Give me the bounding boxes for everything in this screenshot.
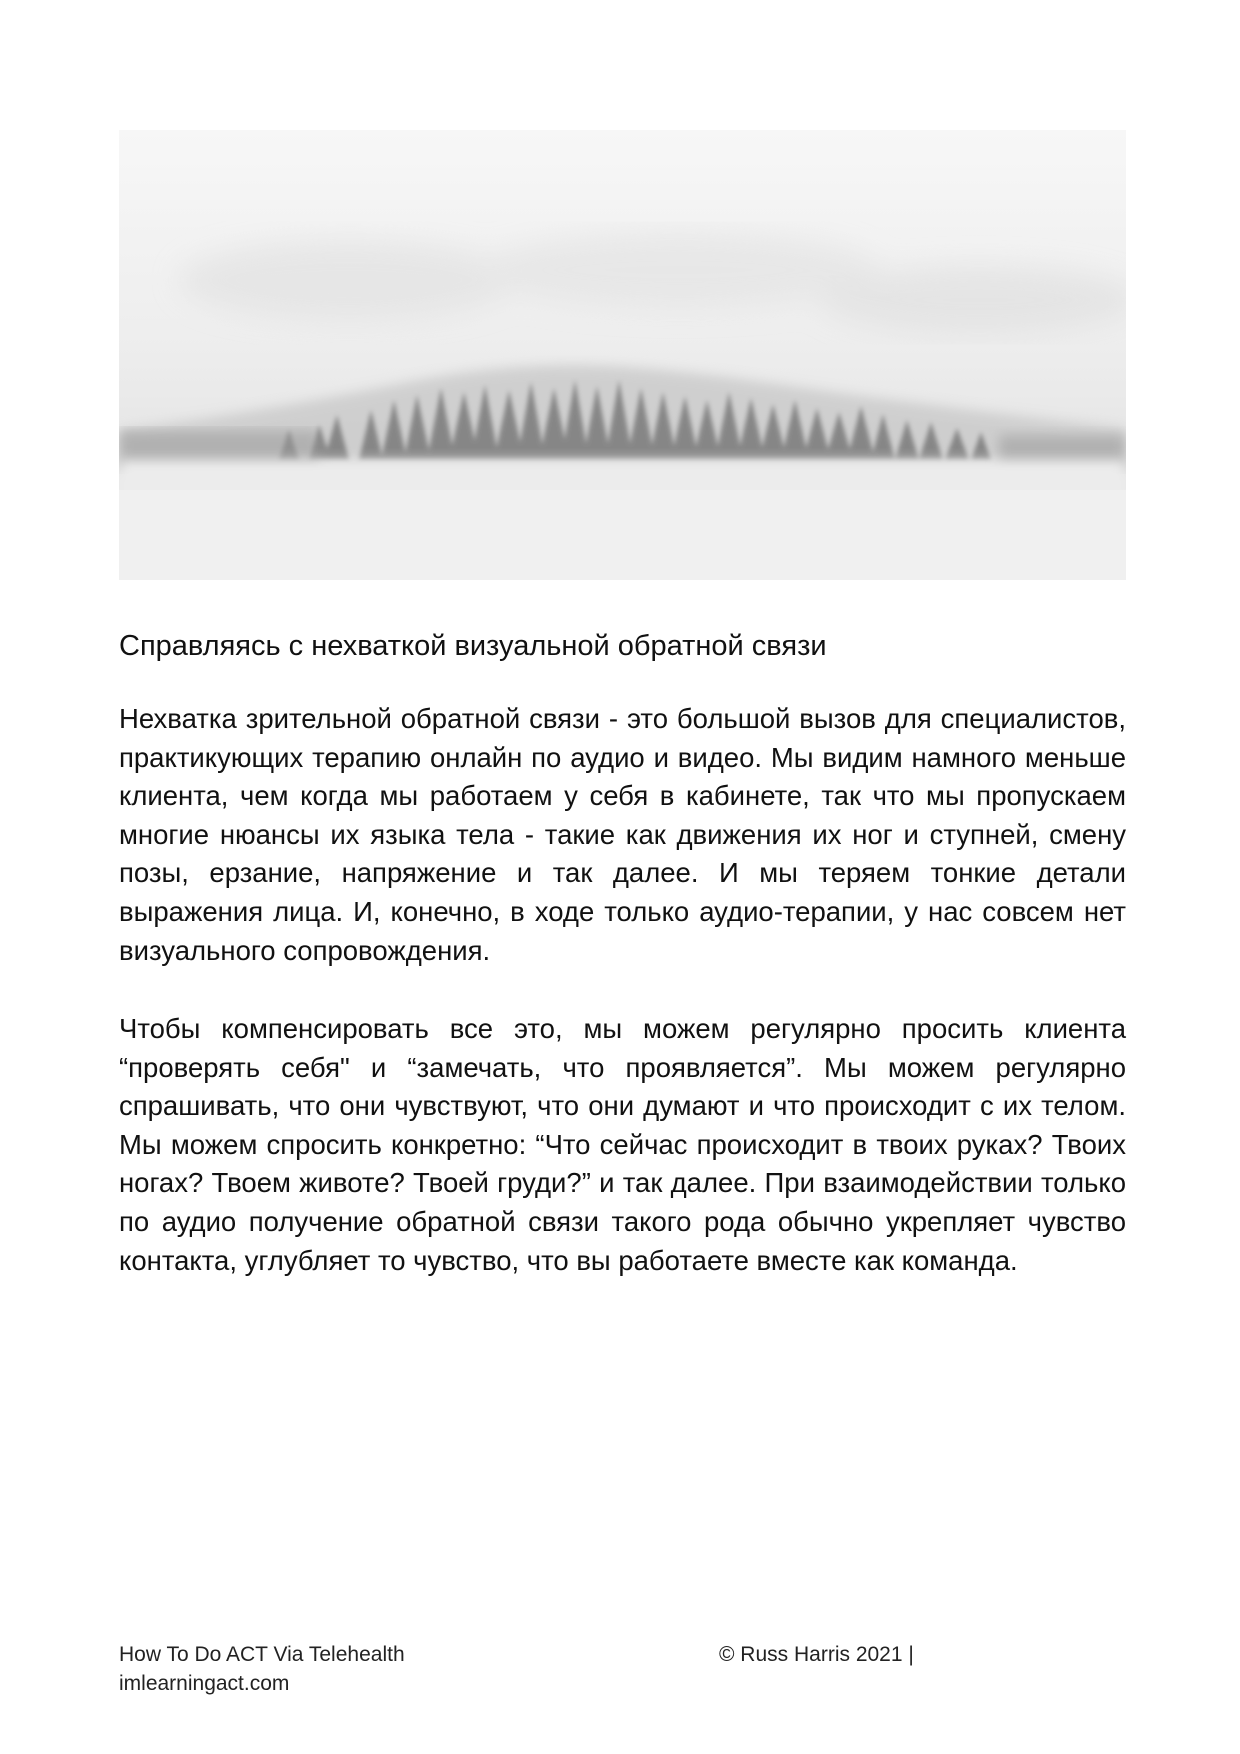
- footer-book-title: How To Do ACT Via Telehealth: [119, 1643, 405, 1666]
- footer-left: [119, 1640, 405, 1698]
- section-heading: Справляясь с нехваткой визуальной обратной связи: [119, 630, 827, 662]
- hero-image: [119, 130, 1126, 580]
- paragraph-1: Нехватка зрительной обратной связи - это большой вызов для специалистов, практикующих терапию онлайн по аудио и видео. Мы видим намного меньше клиента, чем когда мы работаем у себя в кабинете, так что мы пропускаем многие нюансы их языка тела - такие как движения их ног и ступней, смену позы, ерзание, напряжение и так далее. И мы теряем тонкие детали выражения лица. И, конечно, в ходе только аудио-терапии, у нас совсем нет визуального сопровождения.: [119, 703, 1126, 966]
- footer-website-link[interactable]: imlearningact.com: [119, 1672, 290, 1695]
- foggy-forest-illustration: [119, 130, 1126, 580]
- paragraph-2: Чтобы компенсировать все это, мы можем регулярно просить клиента “проверять себя" и “замечать, что проявляется”. Мы можем регулярно спрашивать, что они чувствуют, что они думают и что происходит с их телом. Мы можем спросить конкретно: “Что сейчас происходит в твоих руках? Твоих ногах? Твоем животе? Твоей груди?” и так далее. При взаимодействии только по аудио получение обратной связи такого рода обычно укрепляет чувство контакта, углубляет то чувство, что вы работаете вместе как команда.: [119, 1013, 1126, 1276]
- footer-copyright: © Russ Harris 2021 |: [719, 1643, 914, 1666]
